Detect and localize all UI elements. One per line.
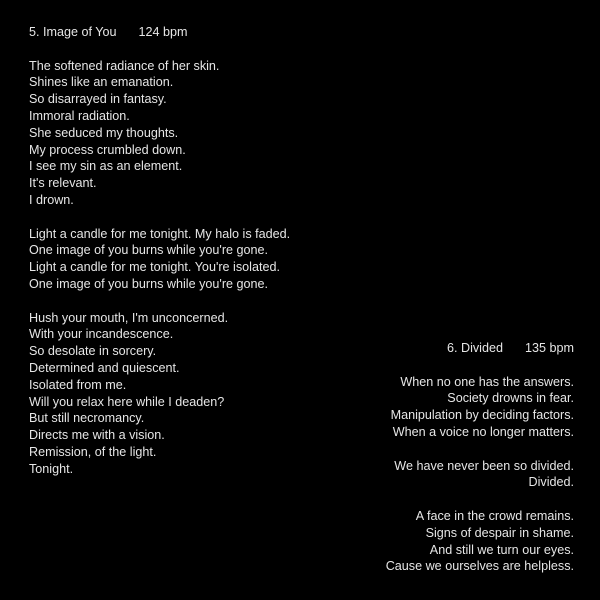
- lyric-line: Shines like an emanation.: [29, 75, 174, 90]
- lyric-line: The softened radiance of her skin.: [29, 58, 220, 73]
- lyric-line: So disarrayed in fantasy.: [29, 92, 167, 107]
- song-divided: [274, 340, 574, 575]
- lyric-line: Manipulation by deciding factors.: [390, 408, 574, 423]
- lyric-line: Remission, of the light.: [29, 444, 157, 459]
- lyric-line: I drown.: [29, 192, 74, 207]
- song-heading: [274, 340, 574, 357]
- stanza-2: [29, 226, 349, 293]
- song-title: 6. Divided: [446, 341, 503, 355]
- lyric-line: Signs of despair in shame.: [425, 525, 574, 540]
- song-title: 5. Image of You: [29, 25, 117, 39]
- lyric-line: She seduced my thoughts.: [29, 125, 179, 140]
- lyric-line: A face in the crowd remains.: [415, 508, 574, 523]
- lyric-line: Divided.: [528, 475, 574, 490]
- lyric-line: Immoral radiation.: [29, 108, 130, 123]
- lyric-line: Isolated from me.: [29, 377, 127, 392]
- lyric-line: One image of you burns while you're gone.: [29, 243, 269, 258]
- stanza-2: [274, 458, 574, 492]
- lyric-line: Directs me with a vision.: [29, 428, 165, 443]
- lyric-line: It's relevant.: [29, 176, 97, 191]
- lyric-line: I see my sin as an element.: [29, 159, 183, 174]
- lyric-line: We have never been so divided.: [394, 458, 574, 473]
- lyric-line: Hush your mouth, I'm unconcerned.: [29, 310, 229, 325]
- lyric-line: Light a candle for me tonight. My halo is faded.: [29, 226, 291, 241]
- lyric-line: Tonight.: [29, 461, 74, 476]
- lyric-line: But still necromancy.: [29, 411, 145, 426]
- lyric-line: Cause we ourselves are helpless.: [385, 559, 574, 574]
- lyric-line: Determined and quiescent.: [29, 360, 180, 375]
- lyric-line: With your incandescence.: [29, 327, 174, 342]
- lyric-line: One image of you burns while you're gone.: [29, 276, 269, 291]
- stanza-1: [274, 374, 574, 441]
- lyric-line: Light a candle for me tonight. You're isolated.: [29, 260, 280, 275]
- stanza-1: [29, 58, 349, 209]
- lyric-line: When a voice no longer matters.: [392, 424, 574, 439]
- lyric-line: And still we turn our eyes.: [429, 542, 574, 557]
- lyric-line: My process crumbled down.: [29, 142, 186, 157]
- song-tempo: 124 bpm: [138, 25, 188, 39]
- song-tempo: 135 bpm: [524, 341, 574, 355]
- lyric-line: Society drowns in fear.: [447, 391, 574, 406]
- lyric-line: When no one has the answers.: [400, 374, 574, 389]
- stanza-3: [274, 508, 574, 575]
- song-heading: [29, 24, 349, 41]
- lyric-line: So desolate in sorcery.: [29, 344, 157, 359]
- lyric-line: Will you relax here while I deaden?: [29, 394, 225, 409]
